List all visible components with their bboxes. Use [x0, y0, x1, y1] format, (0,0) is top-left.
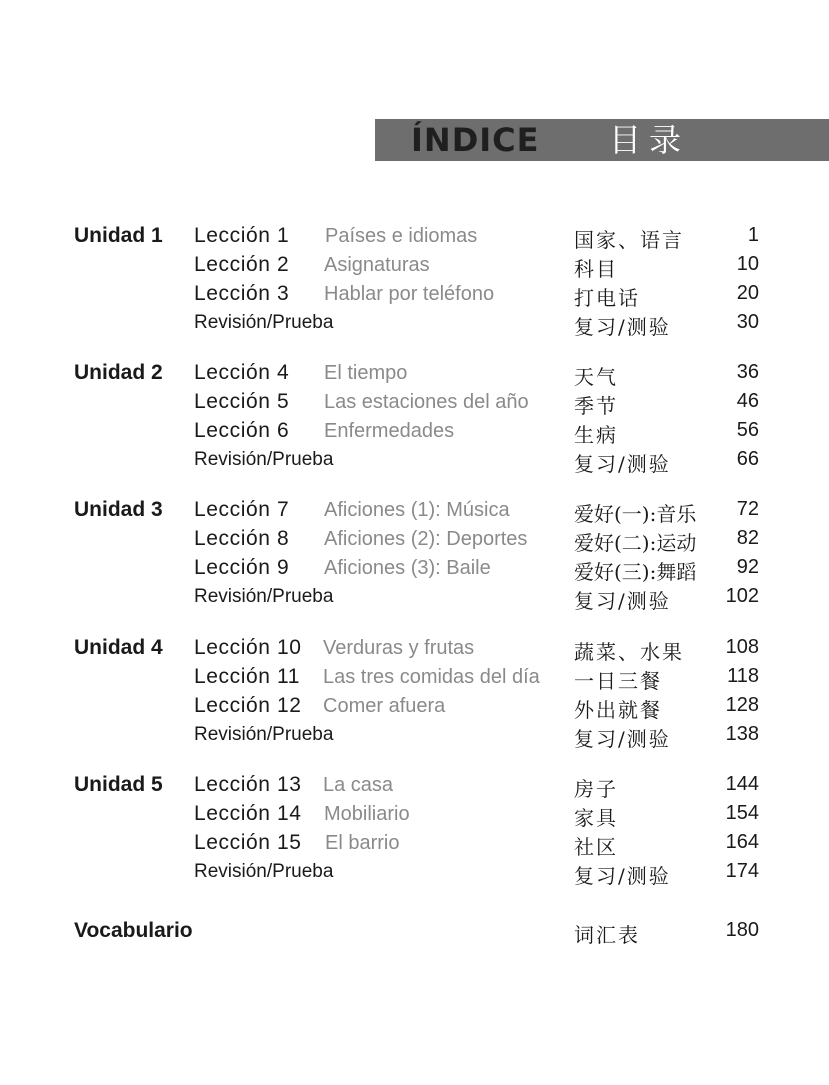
lesson-title-chinese: 爱好(二):运动 [574, 531, 697, 555]
toc-row-lesson-12[interactable] [0, 694, 829, 723]
toc-row-lesson-10[interactable] [0, 636, 829, 665]
page-number: 154 [725, 802, 759, 824]
lesson-label: Lección 5 [194, 390, 290, 413]
lesson-label: Lección 10 [194, 636, 302, 659]
toc-row-review-3[interactable] [0, 585, 829, 614]
lesson-label: Lección 1 [194, 224, 290, 247]
page-number: 108 [725, 636, 759, 658]
toc-row-review-5[interactable] [0, 860, 829, 889]
vocabulary-title-chinese: 词汇表 [574, 923, 640, 947]
page-number: 66 [736, 448, 759, 470]
lesson-title-chinese: 蔬菜、水果 [574, 640, 684, 664]
toc-row-lesson-7[interactable] [0, 498, 829, 527]
toc-row-lesson-3[interactable] [0, 282, 829, 311]
toc-row-lesson-4[interactable] [0, 361, 829, 390]
lesson-topic: El barrio [325, 832, 400, 854]
toc-row-lesson-14[interactable] [0, 802, 829, 831]
toc-row-vocabulary[interactable] [0, 919, 829, 948]
review-label: Revisión/Prueba [194, 586, 334, 607]
review-label: Revisión/Prueba [194, 312, 334, 333]
review-label: Revisión/Prueba [194, 861, 334, 882]
page-number: 164 [725, 831, 759, 853]
lesson-label: Lección 14 [194, 802, 302, 825]
lesson-topic: Las estaciones del año [324, 391, 529, 413]
lesson-label: Lección 12 [194, 694, 302, 717]
toc-row-review-1[interactable] [0, 311, 829, 340]
page-number: 46 [736, 390, 759, 412]
lesson-topic: Mobiliario [324, 803, 410, 825]
lesson-label: Lección 8 [194, 527, 290, 550]
lesson-title-chinese: 天气 [574, 365, 618, 389]
toc-row-lesson-11[interactable] [0, 665, 829, 694]
toc-row-lesson-5[interactable] [0, 390, 829, 419]
page-number: 128 [725, 694, 759, 716]
review-label: Revisión/Prueba [194, 449, 334, 470]
review-title-chinese: 复习/测验 [574, 864, 671, 888]
page-number: 180 [725, 919, 759, 941]
lesson-topic: Países e idiomas [325, 225, 478, 247]
review-label: Revisión/Prueba [194, 724, 334, 745]
unit-label: Unidad 4 [74, 636, 163, 659]
lesson-title-chinese: 房子 [574, 777, 618, 801]
lesson-label: Lección 6 [194, 419, 290, 442]
lesson-label: Lección 15 [194, 831, 302, 854]
page-number: 138 [725, 723, 759, 745]
lesson-topic: El tiempo [324, 362, 408, 384]
toc-row-lesson-6[interactable] [0, 419, 829, 448]
lesson-title-chinese: 爱好(三):舞蹈 [574, 560, 697, 584]
lesson-topic: Aficiones (2): Deportes [324, 528, 528, 550]
page-number: 82 [736, 527, 759, 549]
page-number: 92 [736, 556, 759, 578]
lesson-topic: Aficiones (3): Baile [324, 557, 491, 579]
toc-row-lesson-9[interactable] [0, 556, 829, 585]
lesson-topic: Enfermedades [324, 420, 455, 442]
unit-label: Unidad 3 [74, 498, 163, 521]
lesson-label: Lección 2 [194, 253, 290, 276]
page-number: 144 [725, 773, 759, 795]
lesson-title-chinese: 科目 [574, 257, 618, 281]
lesson-label: Lección 3 [194, 282, 290, 305]
page-number: 36 [736, 361, 759, 383]
review-title-chinese: 复习/测验 [574, 589, 671, 613]
toc-row-lesson-8[interactable] [0, 527, 829, 556]
page-number: 174 [725, 860, 759, 882]
toc-row-lesson-15[interactable] [0, 831, 829, 860]
lesson-title-chinese: 爱好(一):音乐 [574, 502, 697, 526]
toc-row-review-4[interactable] [0, 723, 829, 752]
lesson-title-chinese: 生病 [574, 423, 618, 447]
lesson-title-chinese: 一日三餐 [574, 669, 662, 693]
page-number: 72 [736, 498, 759, 520]
review-title-chinese: 复习/测验 [574, 727, 671, 751]
lesson-topic: La casa [323, 774, 394, 796]
review-title-chinese: 复习/测验 [574, 315, 671, 339]
lesson-topic: Hablar por teléfono [324, 283, 495, 305]
toc-row-review-2[interactable] [0, 448, 829, 477]
page-number: 56 [736, 419, 759, 441]
lesson-title-chinese: 外出就餐 [574, 698, 662, 722]
lesson-label: Lección 7 [194, 498, 290, 521]
page-title: ÍNDICE [411, 121, 540, 159]
toc-row-lesson-2[interactable] [0, 253, 829, 282]
lesson-label: Lección 13 [194, 773, 302, 796]
unit-label: Unidad 5 [74, 773, 163, 796]
page-number: 118 [727, 665, 759, 687]
lesson-topic: Verduras y frutas [323, 637, 475, 659]
page-title-chinese: 目录 [609, 121, 690, 159]
lesson-title-chinese: 社区 [574, 835, 618, 859]
lesson-title-chinese: 打电话 [574, 286, 640, 310]
lesson-topic: Comer afuera [323, 695, 446, 717]
vocabulary-label: Vocabulario [74, 919, 193, 942]
lesson-topic: Aficiones (1): Música [324, 499, 510, 521]
page-number: 1 [747, 224, 759, 246]
toc-row-lesson-1[interactable] [0, 224, 829, 253]
lesson-label: Lección 4 [194, 361, 290, 384]
page-number: 20 [736, 282, 759, 304]
lesson-title-chinese: 国家、语言 [574, 228, 684, 252]
page-number: 30 [736, 311, 759, 333]
lesson-topic: Las tres comidas del día [323, 666, 540, 688]
page-number: 10 [736, 253, 759, 275]
lesson-title-chinese: 家具 [574, 806, 618, 830]
unit-label: Unidad 2 [74, 361, 163, 384]
lesson-label: Lección 11 [194, 665, 301, 688]
review-title-chinese: 复习/测验 [574, 452, 671, 476]
unit-label: Unidad 1 [74, 224, 163, 247]
lesson-label: Lección 9 [194, 556, 290, 579]
lesson-title-chinese: 季节 [574, 394, 618, 418]
page-number: 102 [725, 585, 759, 607]
toc-row-lesson-13[interactable] [0, 773, 829, 802]
lesson-topic: Asignaturas [324, 254, 430, 276]
